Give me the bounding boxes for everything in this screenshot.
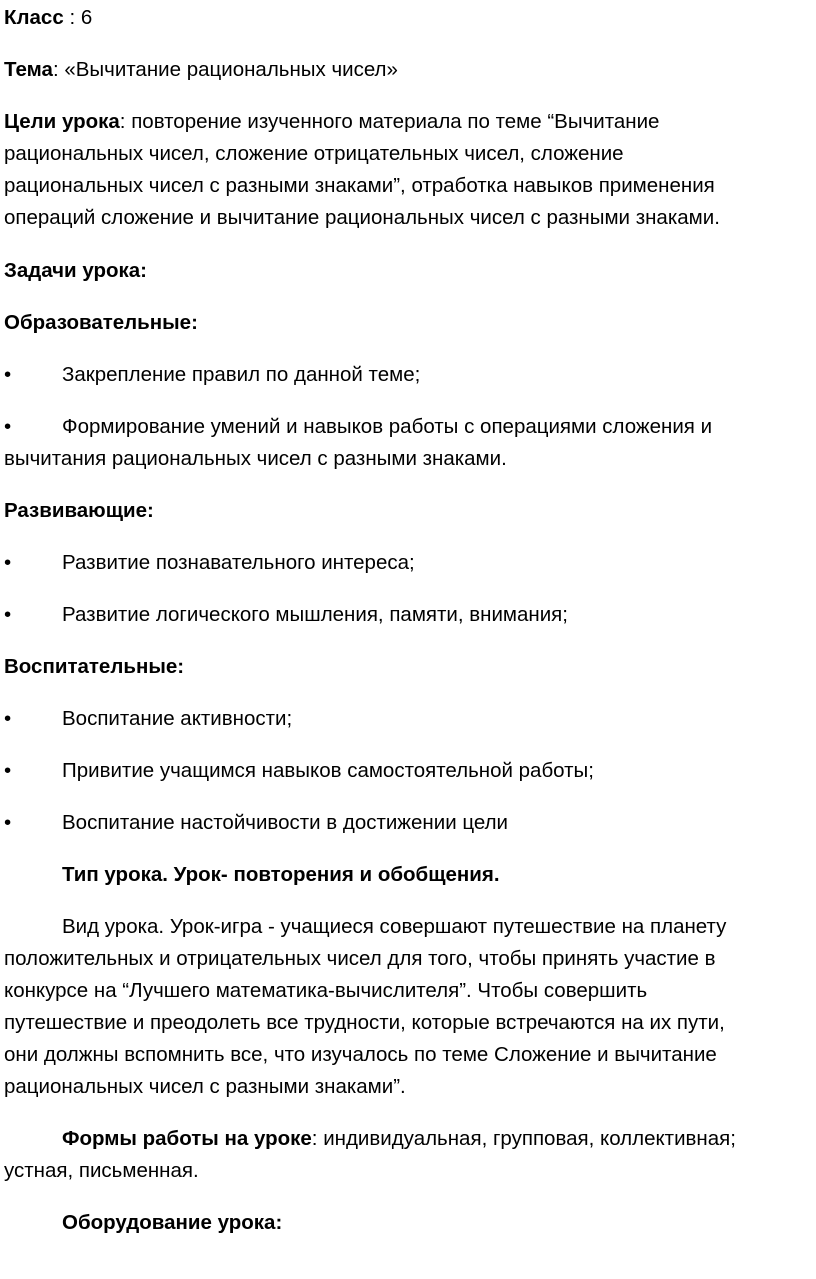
list-item-text: Воспитание настойчивости в достижении цели xyxy=(62,811,508,834)
equipment-heading-text: Оборудование урока: xyxy=(62,1211,283,1234)
lesson-kind-line-2: положительных и отрицательных чисел для того, чтобы принять участие в xyxy=(4,947,716,970)
list-item xyxy=(4,807,812,839)
lesson-type xyxy=(4,859,812,891)
bullet-marker: • xyxy=(4,811,12,834)
goals-line-3: рациональных чисел с разными знаками”, отработка навыков применения xyxy=(4,174,715,197)
bullet-marker: • xyxy=(4,707,12,730)
educational-heading-text: Образовательные: xyxy=(4,311,198,334)
tasks-heading-text: Задачи урока: xyxy=(4,259,148,282)
tasks-heading xyxy=(4,255,812,287)
bullet-marker: • xyxy=(4,415,12,438)
lesson-type-text: Тип урока. Урок- повторения и обобщения. xyxy=(62,863,500,886)
lesson-kind-line-4: путешествие и преодолеть все трудности, которые встречаются на их пути, xyxy=(4,1011,725,1034)
developing-heading xyxy=(4,495,812,527)
list-item-text: Формирование умений и навыков работы с операциями сложения и xyxy=(62,415,713,438)
developing-heading-text: Развивающие: xyxy=(4,499,154,522)
goals-text-1: : повторение изученного материала по теме “Вычитание xyxy=(119,110,660,133)
work-forms-label: Формы работы на уроке xyxy=(62,1127,312,1150)
lesson-kind-line-1: Вид урока. Урок-игра - учащиеся совершают путешествие на планету xyxy=(62,915,727,938)
topic-value: : «Вычитание рациональных чисел» xyxy=(52,58,398,81)
list-item-text-continued: вычитания рациональных чисел с разными знаками. xyxy=(4,447,507,470)
list-item xyxy=(4,755,812,787)
goals-line-4: операций сложение и вычитание рациональных чисел с разными знаками. xyxy=(4,206,720,229)
goals-line-1 xyxy=(4,106,812,138)
topic-label: Тема xyxy=(4,58,53,81)
bullet-marker: • xyxy=(4,759,12,782)
goals-label: Цели урока xyxy=(4,110,120,133)
equipment-heading xyxy=(4,1207,812,1239)
goals-paragraph xyxy=(4,106,812,234)
lesson-kind-line-5: они должны вспомнить все, что изучалось по теме Сложение и вычитание xyxy=(4,1043,717,1066)
list-item xyxy=(4,359,812,391)
lesson-kind-line-3: конкурсе на “Лучшего математика-вычислителя”. Чтобы совершить xyxy=(4,979,648,1002)
lesson-kind-line-6: рациональных чисел с разными знаками”. xyxy=(4,1075,406,1098)
upbringing-heading xyxy=(4,651,812,683)
bullet-marker: • xyxy=(4,551,12,574)
list-item-text: Закрепление правил по данной теме; xyxy=(62,363,421,386)
lesson-kind-paragraph xyxy=(4,911,812,1103)
educational-heading xyxy=(4,307,812,339)
work-forms-line-2: устная, письменная. xyxy=(4,1159,199,1182)
list-item xyxy=(4,411,812,475)
goals-line-2: рациональных чисел, сложение отрицательных чисел, сложение xyxy=(4,142,624,165)
bullet-marker: • xyxy=(4,603,12,626)
class-line xyxy=(4,2,812,34)
upbringing-heading-text: Воспитательные: xyxy=(4,655,185,678)
list-item-text: Привитие учащимся навыков самостоятельной работы; xyxy=(62,759,594,782)
list-item xyxy=(4,547,812,579)
list-item xyxy=(4,703,812,735)
list-item xyxy=(4,599,812,631)
list-item-text: Воспитание активности; xyxy=(62,707,293,730)
work-forms-text: : индивидуальная, групповая, коллективная; xyxy=(311,1127,736,1150)
work-forms-paragraph xyxy=(4,1123,812,1187)
class-label: Класс xyxy=(4,6,64,29)
topic-line xyxy=(4,54,812,86)
bullet-marker: • xyxy=(4,363,12,386)
class-value: : 6 xyxy=(63,6,93,29)
list-item-text: Развитие логического мышления, памяти, внимания; xyxy=(62,603,568,626)
work-forms-line-1 xyxy=(4,1123,812,1155)
list-item-text: Развитие познавательного интереса; xyxy=(62,551,415,574)
